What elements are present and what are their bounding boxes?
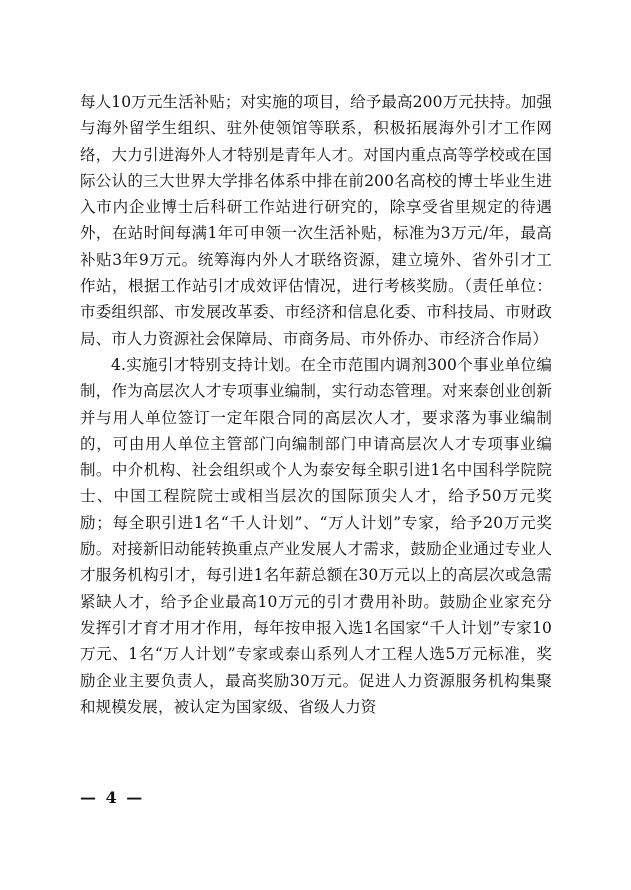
paragraph-special-recruitment-plan: 4.实施引才特别支持计划。在全市范围内调剂300个事业单位编制，作为高层次人才专项事业编制，实行动态管理。对来泰创业创新并与用人单位签订一定年限合同的高层次人才，要求落为事业编制的，可由用人单位主管部门向编制部门申请高层次人才专项事业编制。中介机构、社会组织或个人为泰安每全职引进1名中国科学院院士、中国工程院院士或相当层次的国际顶尖人才，给予50万元奖励；每全职引进1名“千人计划”、“万人计划”专家，给予20万元奖励。对接新旧动能转换重点产业发展人才需求，鼓励企业通过专业人才服务机构引才，每引进1名年薪总额在30万元以上的高层次或急需紧缺人才，给予企业最高10万元的引才费用补助。鼓励企业家充分发挥引才育才用才作用，每年按申报入选1名国家“千人计划”专家10万元、1名“万人计划”专家或泰山系列人才工程人选5万元标准，奖励企业主要负责人，最高奖励30万元。促进人力资源服务机构集聚和规模发展，被认定为国家级、省级人力资 <box>80 355 552 716</box>
page-body <box>80 89 552 720</box>
page-number: — 4 — <box>80 788 145 807</box>
paragraph-subsidies-and-overseas-recruitment: 每人10万元生活补贴；对实施的项目，给予最高200万元扶持。加强与海外留学生组织、驻外使领馆等联系，积极拓展海外引才工作网络，大力引进海外人才特别是青年人才。对国内重点高等学校或在国际公认的三大世界大学排名体系中排在前200名高校的博士毕业生进入市内企业博士后科研工作站进行研究的，除享受省里规定的待遇外，在站时间每满1年可申领一次生活补贴，标准为3万元/年，最高补贴3年9万元。统筹海内外人才联络资源，建立境外、省外引才工作站，根据工作站引才成效评估情况，进行考核奖励。（责任单位：市委组织部、市发展改革委、市经济和信息化委、市科技局、市财政局、市人力资源社会保障局、市商务局、市外侨办、市经济合作局） <box>80 93 552 348</box>
